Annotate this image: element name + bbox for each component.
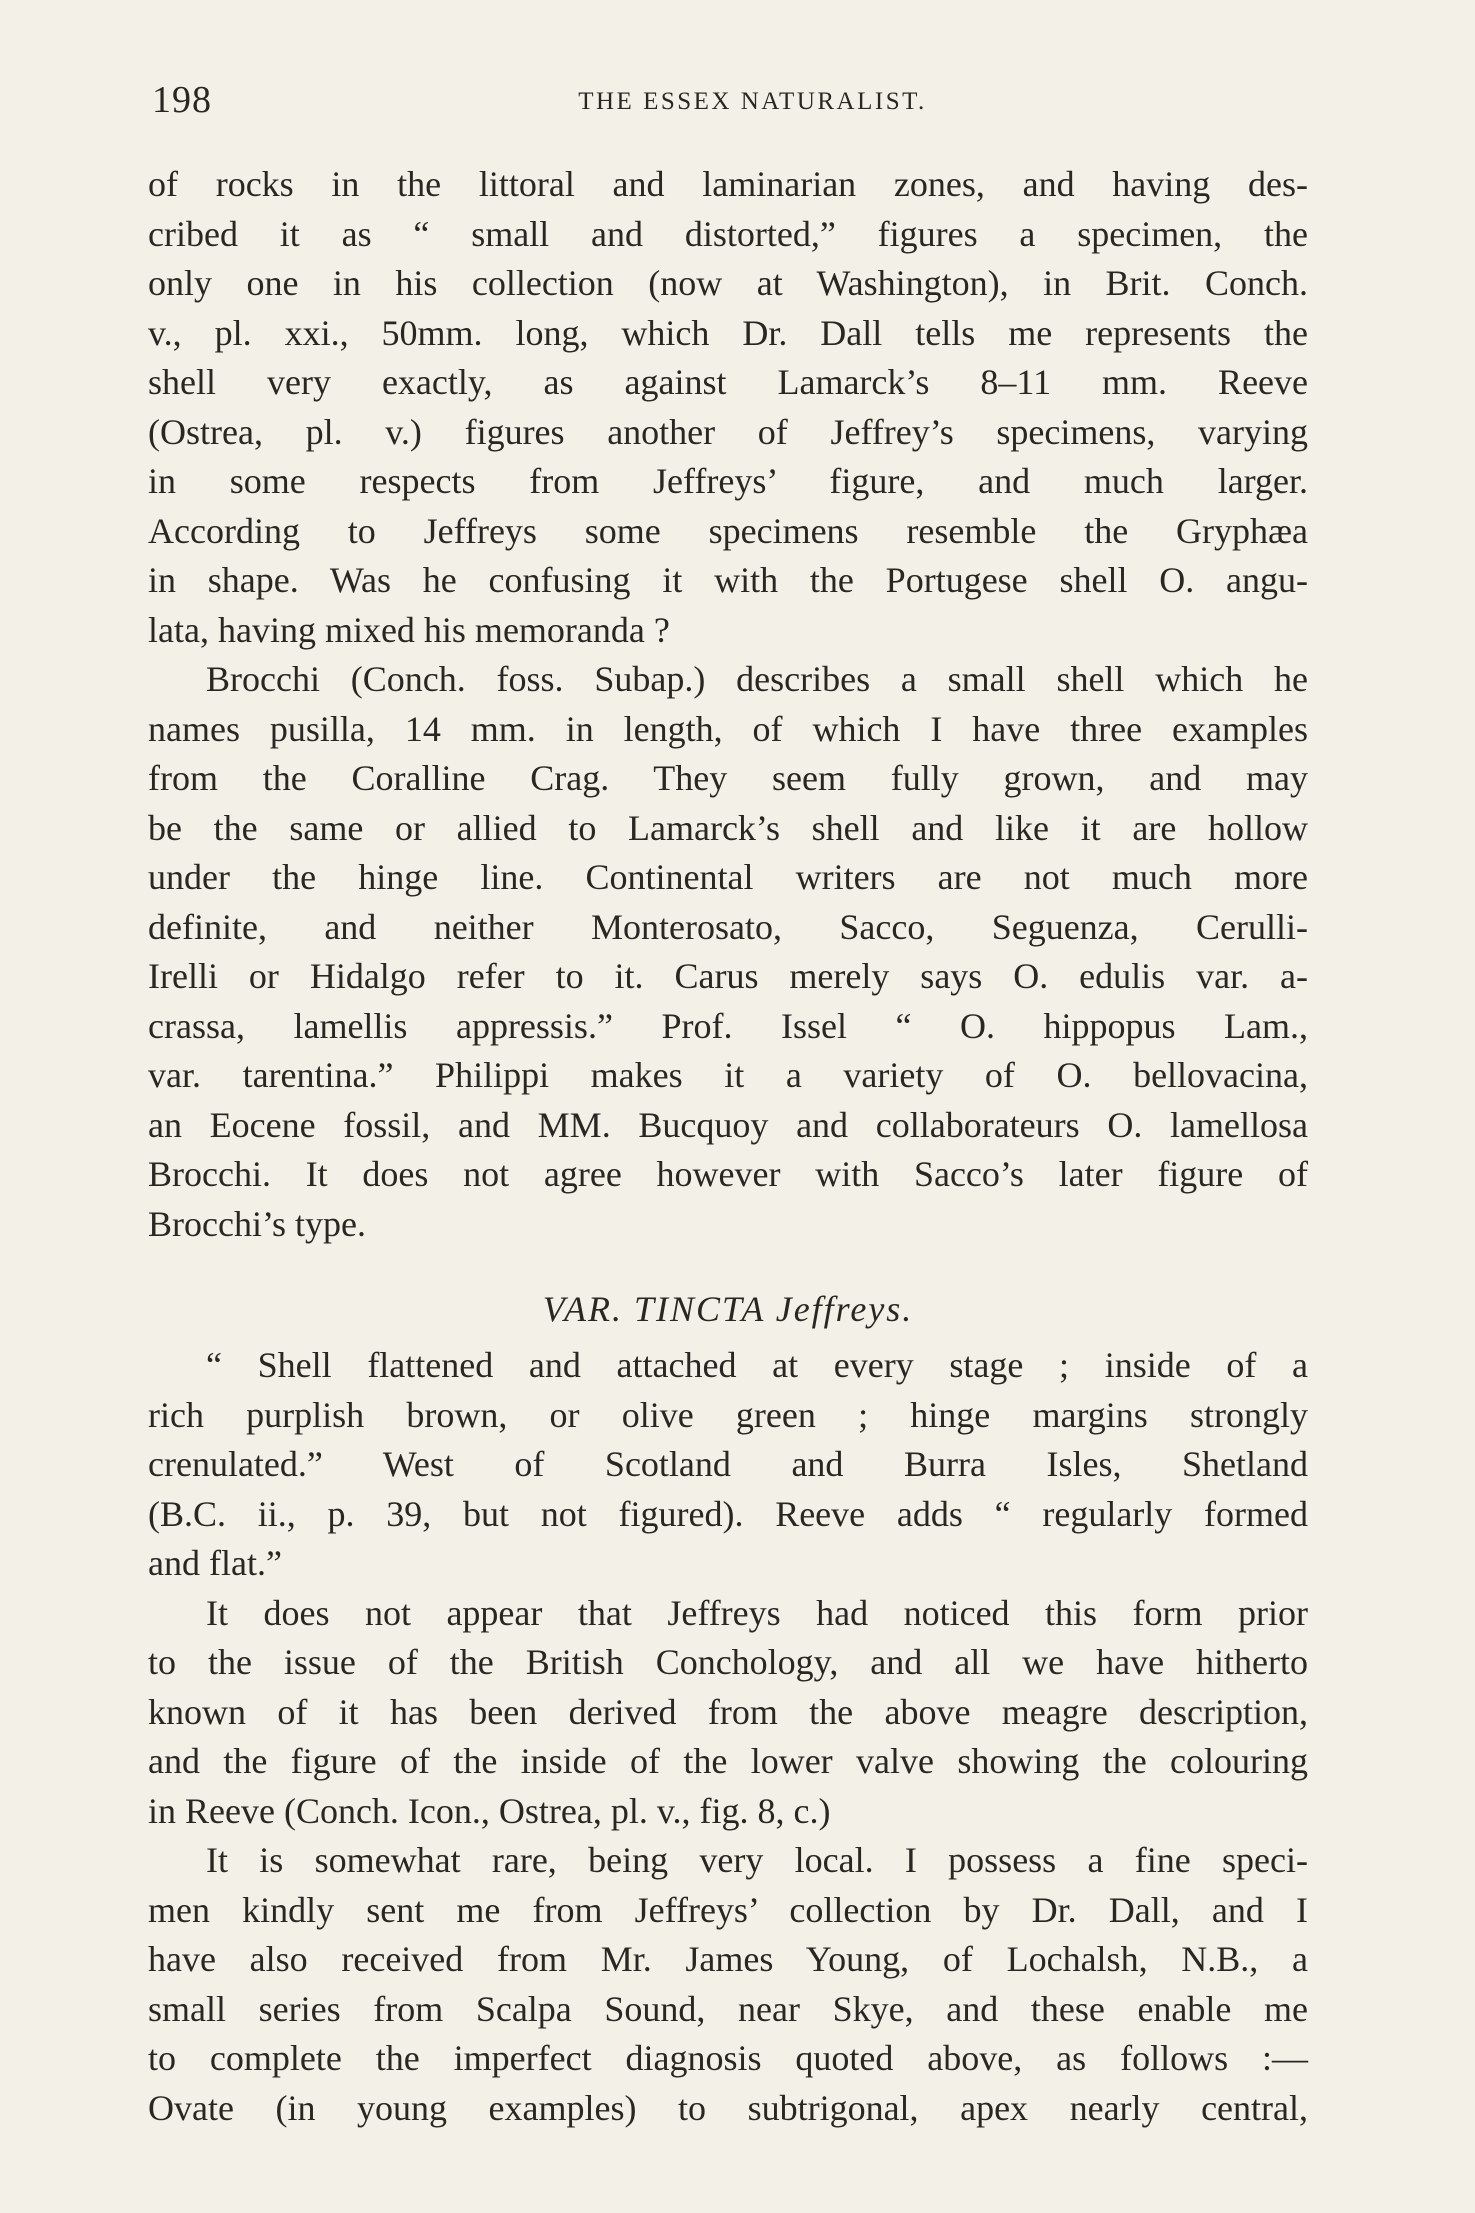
text-column (148, 160, 1308, 2133)
paragraph (148, 1589, 1308, 1837)
text-line: v., pl. xxi., 50mm. long, which Dr. Dall tells me represents the (148, 312, 1308, 353)
text-line: names pusilla, 14 mm. in length, of which I have three examples (148, 708, 1308, 749)
text-line: and flat.” (148, 1543, 282, 1583)
text-line: Irelli or Hidalgo refer to it. Carus merely says O. edulis var. a- (148, 956, 1308, 996)
text-line: (Ostrea, pl. v.) figures another of Jeffrey’s specimens, varying (148, 411, 1308, 452)
text-line: It is somewhat rare, being very local. I possess a fine speci- (206, 1840, 1308, 1880)
running-title: THE ESSEX NATURALIST. (578, 88, 927, 115)
text-line: lata, having mixed his memoranda ? (148, 609, 670, 650)
text-line: rich purplish brown, or olive green ; hinge margins strongly (148, 1394, 1308, 1435)
page-number: 198 (152, 79, 212, 121)
paragraph (148, 1836, 1308, 2133)
text-line: definite, and neither Monterosato, Sacco, Seguenza, Cerulli- (148, 906, 1308, 947)
text-line: small series from Scalpa Sound, near Skye, and these enable me (148, 1988, 1308, 2029)
text-line: var. tarentina.” Philippi makes it a variety of O. bellovacina, (148, 1055, 1308, 1095)
text-line: in shape. Was he confusing it with the Portugese shell O. angu- (148, 560, 1308, 600)
text-line: Ovate (in young examples) to subtrigonal, apex nearly central, (148, 2087, 1308, 2128)
text-line: known of it has been derived from the above meagre description, (148, 1691, 1308, 1732)
text-line: an Eocene fossil, and MM. Bucquoy and collaborateurs O. lamellosa (148, 1104, 1308, 1145)
text-line: “ Shell flattened and attached at every stage ; inside of a (206, 1345, 1308, 1385)
text-line: in some respects from Jeffreys’ figure, and much larger. (148, 461, 1308, 501)
text-line: from the Coralline Crag. They seem fully grown, and may (148, 758, 1308, 798)
text-line: be the same or allied to Lamarck’s shell and like it are hollow (148, 807, 1308, 848)
paragraph (148, 1341, 1308, 1589)
text-line: only one in his collection (now at Washington), in Brit. Conch. (148, 263, 1308, 303)
text-line: to complete the imperfect diagnosis quoted above, as follows :— (148, 2038, 1308, 2078)
text-line: men kindly sent me from Jeffreys’ collection by Dr. Dall, and I (148, 1889, 1308, 1930)
text-line: Brocchi (Conch. foss. Subap.) describes a small shell which he (206, 659, 1308, 699)
paragraph (148, 160, 1308, 655)
text-line: shell very exactly, as against Lamarck’s 8–11 mm. Reeve (148, 362, 1308, 402)
text-line: of rocks in the littoral and laminarian zones, and having des- (148, 164, 1308, 204)
text-line: Brocchi. It does not agree however with Sacco’s later figure of (148, 1154, 1308, 1194)
text-line: crenulated.” West of Scotland and Burra Isles, Shetland (148, 1444, 1308, 1484)
text-line: It does not appear that Jeffreys had noticed this form prior (206, 1592, 1308, 1633)
text-line: to the issue of the British Conchology, and all we have hitherto (148, 1642, 1308, 1682)
text-line: Brocchi’s type. (148, 1203, 366, 1244)
text-line: cribed it as “ small and distorted,” figures a specimen, the (148, 213, 1308, 254)
text-line: According to Jeffreys some specimens resemble the Gryphæa (148, 510, 1308, 551)
paragraph (148, 655, 1308, 1249)
section-heading: VAR. TINCTA Jeffreys. (542, 1289, 914, 1329)
text-line: and the figure of the inside of the lower valve showing the colouring (148, 1741, 1308, 1781)
text-line: have also received from Mr. James Young, of Lochalsh, N.B., a (148, 1939, 1308, 1979)
text-line: in Reeve (Conch. Icon., Ostrea, pl. v., fig. 8, c.) (148, 1790, 831, 1831)
text-line: crassa, lamellis appressis.” Prof. Issel “ O. hippopus Lam., (148, 1005, 1308, 1046)
text-line: under the hinge line. Continental writers are not much more (148, 857, 1308, 897)
text-line: (B.C. ii., p. 39, but not figured). Reeve adds “ regularly formed (148, 1493, 1308, 1534)
